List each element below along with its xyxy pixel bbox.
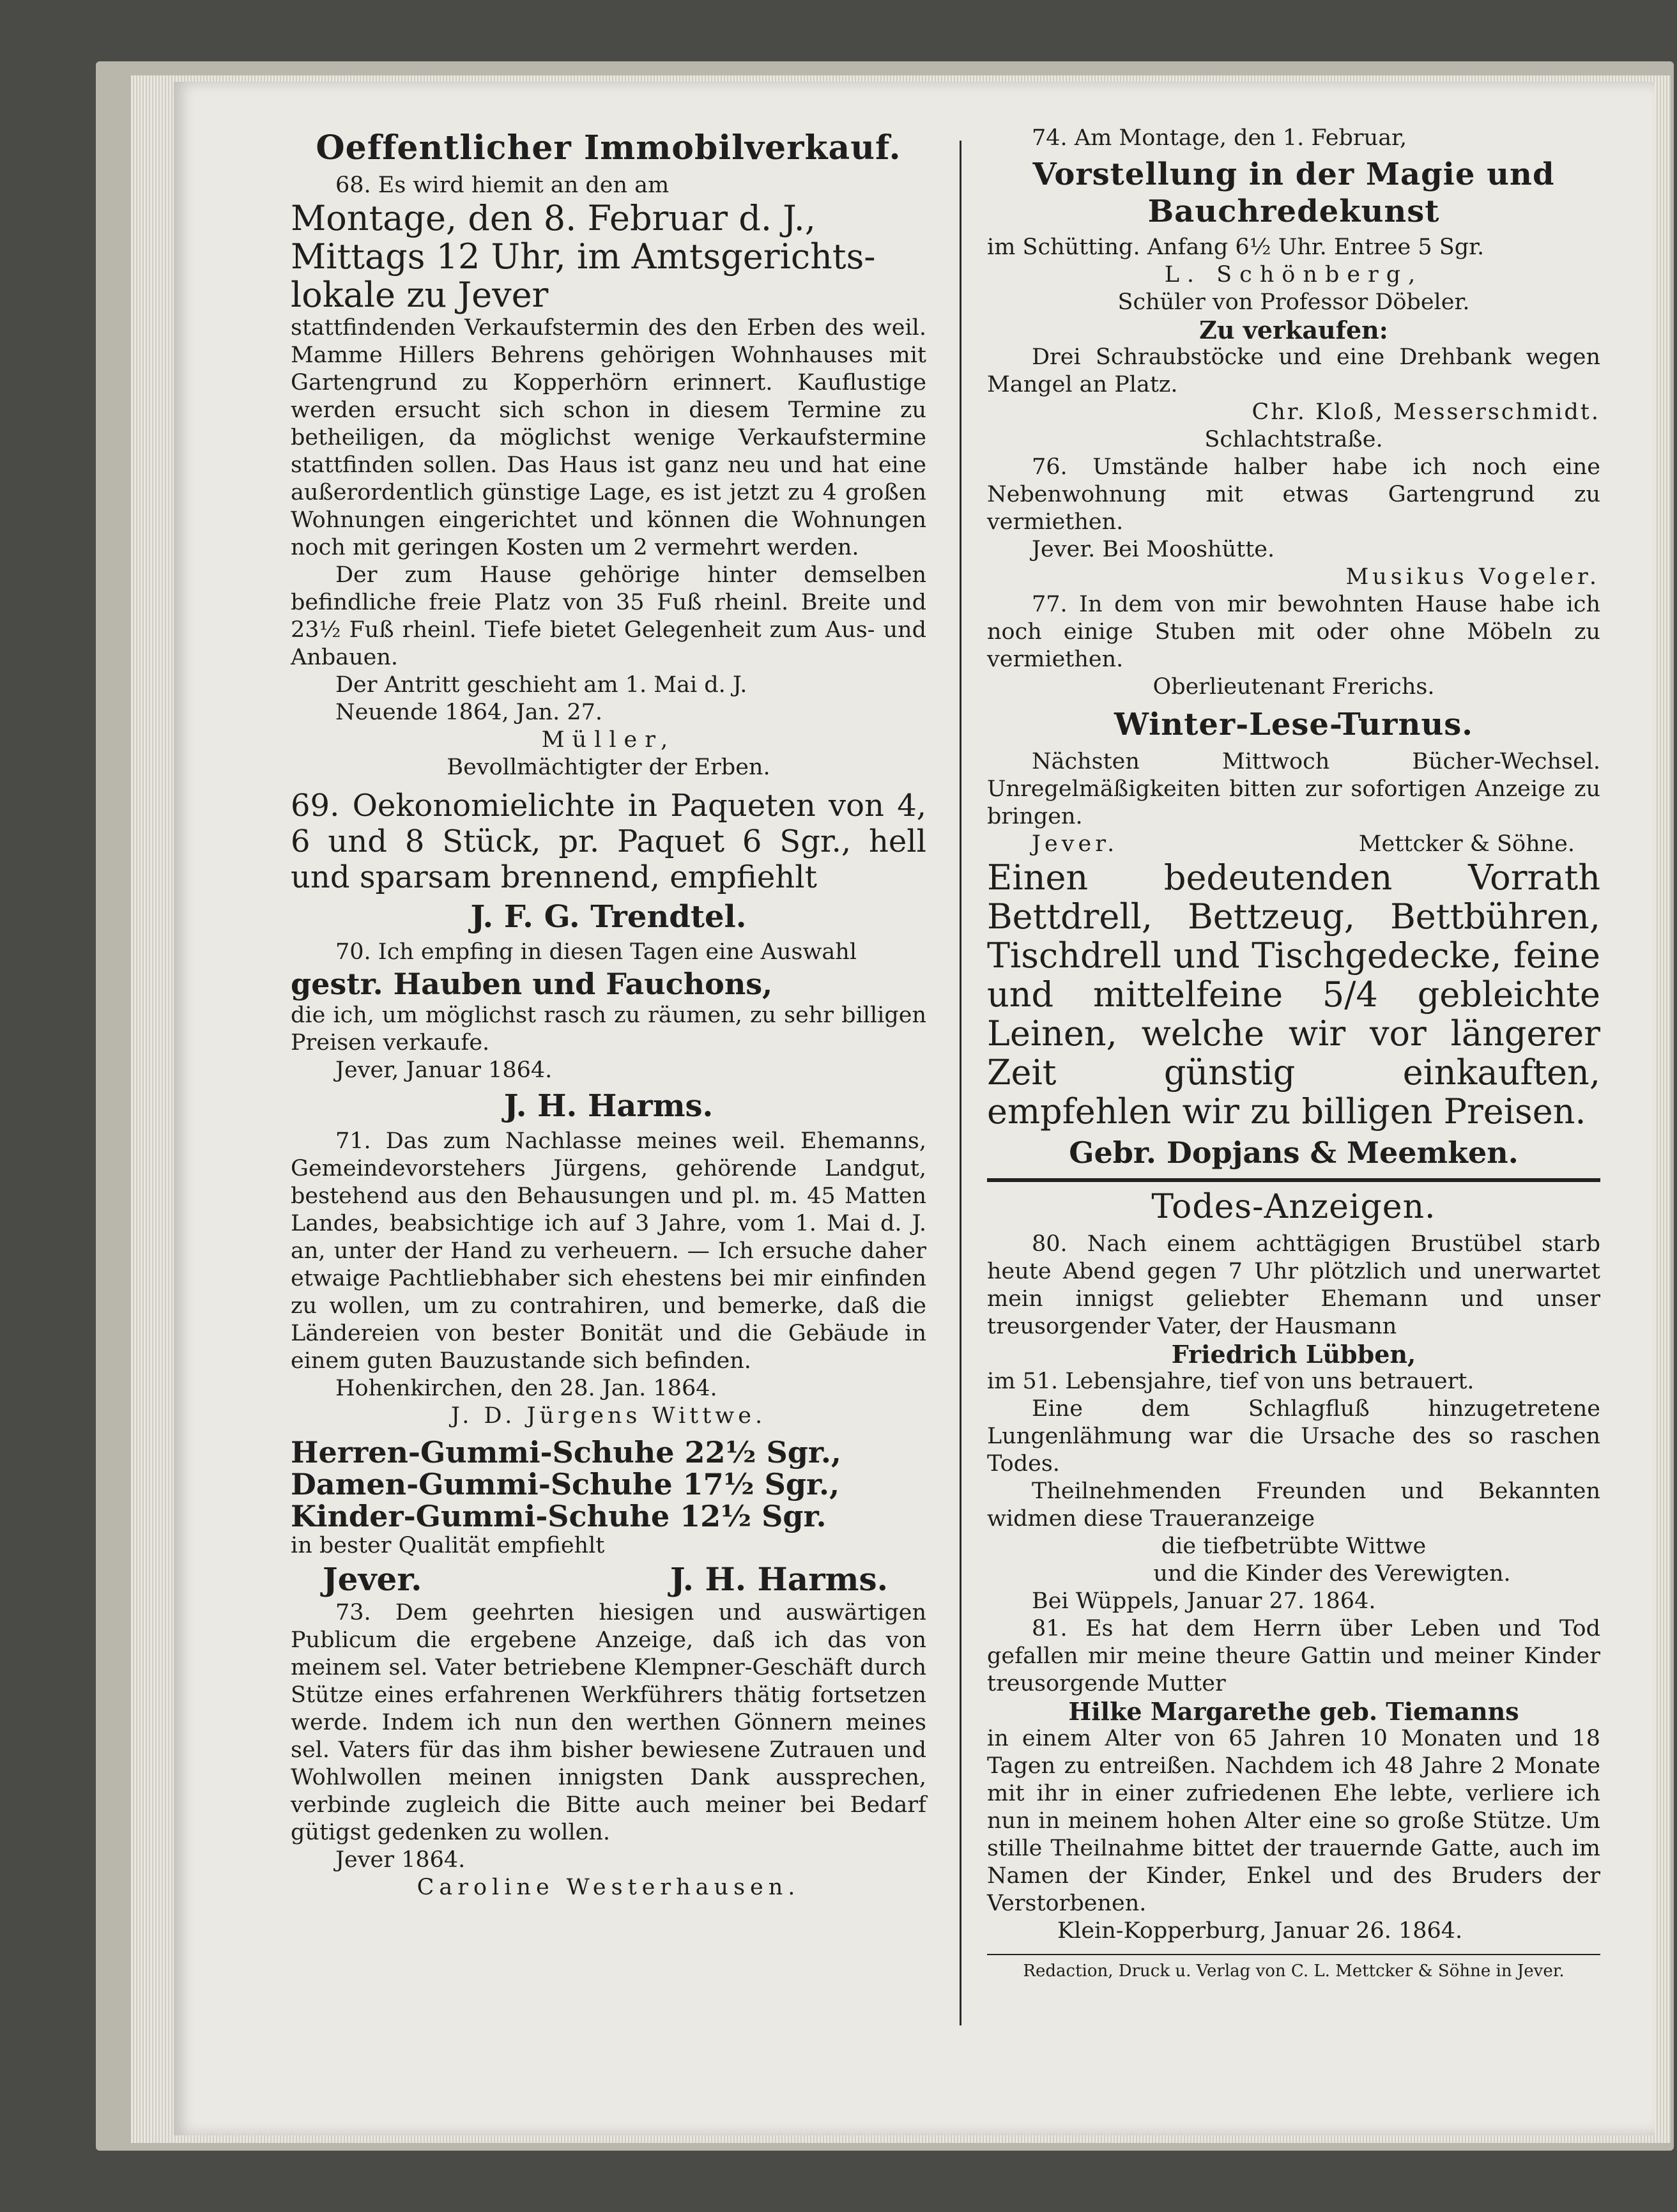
ad-70-intro: 70. Ich empfing in diesen Tagen eine Auswahl bbox=[335, 939, 857, 965]
ad-72-signer: J. H. Harms. bbox=[670, 1560, 888, 1598]
ad-68-body: stattfindenden Verkaufstermin des den Erben des weil. Mamme Hillers Behrens gehörigen Wohnhauses mit Gartengrund zu Kopperhörn erinnert. Kauflustige werden ersucht sich schon in diesem Termine zu betheiligen, da möglichst wenige Verkaufstermine stattfinden sollen. Das Haus ist ganz neu und hat eine außerordentlich günstige Lage, es ist jetzt zu 4 großen Wohnungen eingerichtet und können die Wohnungen noch mit geringen Kosten um 2 vermehrt werden. bbox=[291, 315, 926, 560]
ad-80-thanks: Theilnehmenden Freunden und Bekannten widmen diese Traueranzeige bbox=[987, 1479, 1600, 1532]
ad-71-dateline: Hohenkirchen, den 28. Jan. 1864. bbox=[335, 1376, 717, 1401]
column-divider bbox=[960, 141, 961, 2025]
ad-70-dateline: Jever, Januar 1864. bbox=[335, 1057, 553, 1083]
ad-80-sign-1: die tiefbetrübte Wittwe bbox=[1161, 1533, 1427, 1559]
ad-80-date: Bei Wüppels, Januar 27. 1864. bbox=[1032, 1588, 1376, 1614]
ad-80-sign-2: und die Kinder des Verewigten. bbox=[1153, 1561, 1511, 1586]
ad-79 bbox=[987, 858, 1600, 1172]
ad-78-signature-row bbox=[987, 831, 1600, 858]
ad-78-signer: Mettcker & Söhne. bbox=[1358, 831, 1575, 857]
ad-74 bbox=[987, 125, 1600, 316]
ad-75-signer: Chr. Kloß, Messerschmidt. bbox=[1252, 399, 1600, 425]
ad-74-signer-role: Schüler von Professor Döbeler. bbox=[1117, 289, 1470, 315]
ad-70-body: die ich, um möglichst rasch zu räumen, zu sehr billigen Preisen verkaufe. bbox=[291, 1002, 926, 1056]
ad-77-signer: Oberlieutenant Frerichs. bbox=[1152, 674, 1435, 700]
ad-79-signer: Gebr. Dopjans & Meemken. bbox=[1069, 1135, 1519, 1170]
ad-76-body: 76. Umstände halber habe ich noch eine Nebenwohnung mit etwas Gartengrund zu vermiethen. bbox=[987, 454, 1600, 535]
ad-81-body: 81. Es hat dem Herrn über Leben und Tod gefallen mir meine theure Gattin und meiner Kinder treusorgende Mutter bbox=[987, 1616, 1600, 1696]
ad-72 bbox=[291, 1436, 926, 1599]
ad-71-signer: J. D. Jürgens Wittwe. bbox=[450, 1403, 767, 1429]
death-notices bbox=[987, 1187, 1600, 1945]
ad-73-body: 73. Dem geehrten hiesigen und auswärtigen Publicum die ergebene Anzeige, daß ich das von meinem sel. Vater betriebene Klempner-Geschäft durch Stütze eines erfahrenen Werkführers thätig fortsetzen werde. Indem ich nun den werthen Gönnern meines sel. Vaters für das ihm bisher bewiesene Zutrauen und Wohlwollen meinen innigsten Dank aussprechen, verbinde zugleich die Bitte auch meiner bei Bedarf gütigst gedenken zu wollen. bbox=[291, 1600, 926, 1845]
ad-76-signer: Musikus Vogeler. bbox=[1345, 564, 1600, 590]
ad-68 bbox=[291, 128, 926, 781]
ad-71-body: 71. Das zum Nachlasse meines weil. Ehemanns, Gemeindevorstehers Jürgens, gehörende Landgut, bestehend aus den Behausungen und pl. m. 45 Matten Landes, beabsichtige ich auf 3 Jahre, vom 1. Mai d. J. an, unter der Hand zu verheuern. — Ich ersuche daher etwaige Pachtliebhaber sich ehestens bei mir einfinden zu wollen, um zu contrahiren, und bemerke, daß die Ländereien von bester Bonität und die Gebäude in einem guten Bauzustande sich befinden. bbox=[291, 1128, 926, 1374]
ad-70-headline: gestr. Hauben und Fauchons, bbox=[291, 967, 773, 1001]
ad-69 bbox=[291, 788, 926, 936]
ad-70 bbox=[291, 939, 926, 1125]
ad-79-body: Einen bedeutenden Vorrath Bettdrell, Bettzeug, Bettbühren, Tischdrell und Tischgedecke, feine und mittelfeine 5/4 gebleichte Leinen, welche wir vor längerer Zeit günstig einkauften, empfehlen wir zu billigen Preisen. bbox=[987, 857, 1600, 1132]
ad-72-quality: in bester Qualität empfiehlt bbox=[291, 1533, 605, 1558]
ad-81-name: Hilke Margarethe geb. Tiemanns bbox=[1068, 1697, 1519, 1726]
deaths-heading: Todes-Anzeigen. bbox=[1151, 1188, 1436, 1226]
ad-78-title: Winter-Lese-Turnus. bbox=[1114, 707, 1473, 742]
ad-68-signer-role: Bevollmächtigter der Erben. bbox=[447, 755, 770, 780]
footer-rule bbox=[987, 1954, 1600, 1955]
right-column bbox=[987, 125, 1600, 1982]
ad-73 bbox=[291, 1599, 926, 1901]
ad-68-big-line-1: Montage, den 8. Februar d. J., bbox=[291, 198, 816, 238]
ad-69-text: 69. Oekonomielichte in Paqueten von 4, 6 und 8 Stück, pr. Paquet 6 Sgr., hell und sparsam brennend, empfiehlt bbox=[291, 788, 926, 895]
left-column bbox=[291, 125, 926, 1901]
ad-68-dateline: Neuende 1864, Jan. 27. bbox=[335, 700, 603, 725]
ad-75-heading: Zu verkaufen: bbox=[1199, 316, 1388, 344]
ad-74-intro: 74. Am Montage, den 1. Februar, bbox=[1032, 125, 1407, 151]
section-rule bbox=[987, 1178, 1600, 1182]
ad-72-line-2: Damen-Gummi-Schuhe 17½ Sgr., bbox=[291, 1467, 840, 1502]
ad-70-signer: J. H. Harms. bbox=[503, 1088, 714, 1124]
ad-78-place: Jever. bbox=[1032, 831, 1119, 857]
ad-75 bbox=[987, 316, 1600, 454]
ad-74-title: Vorstellung in der Magie und Bauchredekunst bbox=[1032, 157, 1555, 229]
ad-74-details: im Schütting. Anfang 6½ Uhr. Entree 5 Sgr. bbox=[987, 234, 1485, 260]
ad-75-address: Schlachtstraße. bbox=[1204, 427, 1383, 452]
ad-81-date: Klein-Kopperburg, Januar 26. 1864. bbox=[1057, 1918, 1463, 1944]
ad-78 bbox=[987, 705, 1600, 858]
ad-68-big-line-2: Mittags 12 Uhr, im Amtsgerichts- bbox=[291, 236, 876, 277]
ad-73-signer: Caroline Westerhausen. bbox=[417, 1875, 800, 1900]
ad-73-dateline: Jever 1864. bbox=[335, 1847, 466, 1873]
ad-72-place: Jever. bbox=[323, 1560, 422, 1598]
ad-81-text: in einem Alter von 65 Jahren 10 Monaten und 18 Tagen zu entreißen. Nachdem ich 48 Jahre 2 Monate mit ihr in einer zufriedenen Ehe lebte, verliere ich nun in meinem hohen Alter eine so große Stütze. Um stille Theilnahme bittet der trauernde Gatte, auch im Namen der Kinder, Enkel und des Bruders der Verstorbenen. bbox=[987, 1726, 1600, 1916]
ad-72-signature-row bbox=[291, 1560, 926, 1599]
ad-68-body-3: Der Antritt geschieht am 1. Mai d. J. bbox=[335, 672, 747, 698]
ad-76-place: Jever. Bei Mooshütte. bbox=[1032, 537, 1275, 562]
ad-74-signer: L. Schönberg, bbox=[1164, 262, 1423, 288]
ad-68-title: Oeffentlicher Immobilverkauf. bbox=[316, 128, 901, 167]
ad-75-body: Drei Schraubstöcke und eine Drehbank wegen Mangel an Platz. bbox=[987, 344, 1600, 397]
ad-72-line-3: Kinder-Gummi-Schuhe 12½ Sgr. bbox=[291, 1499, 827, 1533]
ad-80-name: Friedrich Lübben, bbox=[1171, 1340, 1416, 1369]
ad-68-big-line-3: lokale zu Jever bbox=[291, 275, 549, 315]
ad-76 bbox=[987, 454, 1600, 591]
ad-78-body: Nächsten Mittwoch Bücher-Wechsel. Unregelmäßigkeiten bitten zur sofortigen Anzeige zu bringen. bbox=[987, 749, 1600, 829]
ad-80-age: im 51. Lebensjahre, tief von uns betrauert. bbox=[987, 1369, 1474, 1394]
imprint-footer: Redaction, Druck u. Verlag von C. L. Mettcker & Söhne in Jever. bbox=[1023, 1962, 1565, 1981]
ad-72-line-1: Herren-Gummi-Schuhe 22½ Sgr., bbox=[291, 1435, 841, 1470]
ad-77-body: 77. In dem von mir bewohnten Hause habe ich noch einige Stuben mit oder ohne Möbeln zu vermiethen. bbox=[987, 592, 1600, 672]
ad-68-intro: 68. Es wird hiemit an den am bbox=[335, 173, 670, 198]
ad-80-cause: Eine dem Schlagfluß hinzugetretene Lungenlähmung war die Ursache des so raschen Todes. bbox=[987, 1396, 1600, 1477]
ad-77 bbox=[987, 591, 1600, 701]
ad-69-signer: J. F. G. Trendtel. bbox=[470, 899, 747, 935]
ad-80-body: 80. Nach einem achttägigen Brustübel starb heute Abend gegen 7 Uhr plötzlich und unerwartet mein innigst geliebter Ehemann und unser treusorgender Vater, der Hausmann bbox=[987, 1231, 1600, 1339]
ad-68-body-2: Der zum Hause gehörige hinter demselben befindliche freie Platz von 35 Fuß rheinl. Breite und 23½ Fuß rheinl. Tiefe bietet Gelegenheit zum Aus- und Anbauen. bbox=[291, 562, 926, 670]
ad-68-signer: Müller, bbox=[541, 727, 676, 753]
ad-71 bbox=[291, 1128, 926, 1430]
